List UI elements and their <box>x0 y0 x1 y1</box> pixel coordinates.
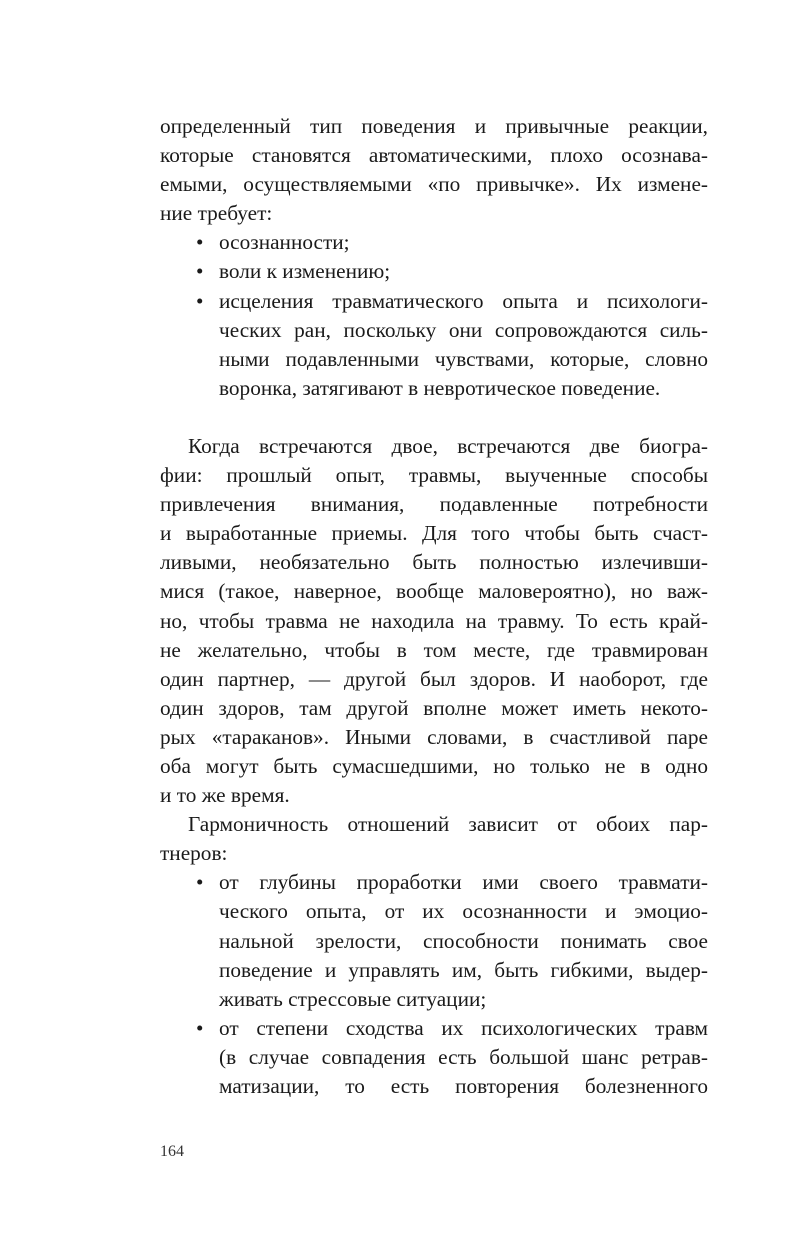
list-item <box>160 287 708 403</box>
bullet-icon: • <box>196 288 204 313</box>
text-line: от глубины проработки ими своего травмати- <box>219 870 708 895</box>
text-line: привлечения внимания, подавленные потребности <box>160 492 708 517</box>
text-line: мися (такое, наверное, вообще маловероятно), но важ- <box>160 579 708 604</box>
bullet-icon: • <box>196 870 204 895</box>
text-line: Когда встречаются двое, встречаются две биогра- <box>188 433 708 458</box>
section-spacer <box>160 403 708 432</box>
text-line: матизации, то есть повторения болезненного <box>219 1074 708 1098</box>
text-line: рых «тараканов». Иными словами, в счастливой паре <box>160 724 708 749</box>
page-number: 164 <box>160 1143 184 1160</box>
text-line: один здоров, там другой вполне может иметь некото- <box>160 695 708 720</box>
bullet-icon: • <box>196 1015 204 1040</box>
text-line: живать стрессовые ситуации; <box>219 986 487 1011</box>
text-line: поведение и управлять им, быть гибкими, выдер- <box>219 957 708 982</box>
text-line: и то же время. <box>160 783 290 808</box>
text-line: один партнер, — другой был здоров. И наоборот, где <box>160 666 708 691</box>
bullet-icon: • <box>196 230 204 255</box>
text-line: но, чтобы травма не находила на травму. То есть край- <box>160 608 708 633</box>
text-line: Гармоничность отношений зависит от обоих пар- <box>188 812 708 837</box>
intro-paragraph <box>160 112 708 228</box>
text-line: емыми, осуществляемыми «по привычке». Их измене- <box>160 172 708 197</box>
text-line: исцеления травматического опыта и психологи- <box>219 288 708 313</box>
text-line: воли к изменению; <box>219 259 391 284</box>
text-line: осознанности; <box>219 230 350 255</box>
paragraph-harmony <box>160 810 708 868</box>
text-line: и выработанные приемы. Для того чтобы быть счаст- <box>160 521 708 546</box>
text-line: оба могут быть сумасшедшими, но только не в одно <box>160 753 708 778</box>
bullet-icon: • <box>196 259 204 284</box>
list-item <box>160 1014 708 1101</box>
text-line: которые становятся автоматическими, плохо осознава- <box>160 143 708 168</box>
text-line: ливыми, необязательно быть полностью излечивши- <box>160 550 708 575</box>
text-line: (в случае совпадения есть большой шанс ретрав- <box>219 1044 708 1069</box>
text-line: воронка, затягивают в невротическое поведение. <box>219 375 661 400</box>
list-item <box>160 228 708 257</box>
text-line: ческих ран, поскольку они сопровождаются силь- <box>219 317 708 342</box>
text-line: ческого опыта, от их осознанности и эмоцио- <box>219 899 708 924</box>
list-item <box>160 868 708 1013</box>
paragraph-biographies <box>160 432 708 810</box>
text-line: фии: прошлый опыт, травмы, выученные способы <box>160 463 708 488</box>
text-line: тнеров: <box>160 841 228 866</box>
text-line: нальной зрелости, способности понимать свое <box>219 928 708 953</box>
text-line: от степени сходства их психологических травм <box>219 1015 708 1040</box>
page-body <box>160 112 708 1101</box>
bullet-list-requirements <box>160 228 708 403</box>
text-line: ние требует: <box>160 201 273 226</box>
bullet-list-factors <box>160 868 708 1101</box>
list-item <box>160 257 708 286</box>
text-line: ными подавленными чувствами, которые, словно <box>219 346 708 371</box>
text-line: не желательно, чтобы в том месте, где травмирован <box>160 637 708 662</box>
text-line: определенный тип поведения и привычные реакции, <box>160 114 708 138</box>
